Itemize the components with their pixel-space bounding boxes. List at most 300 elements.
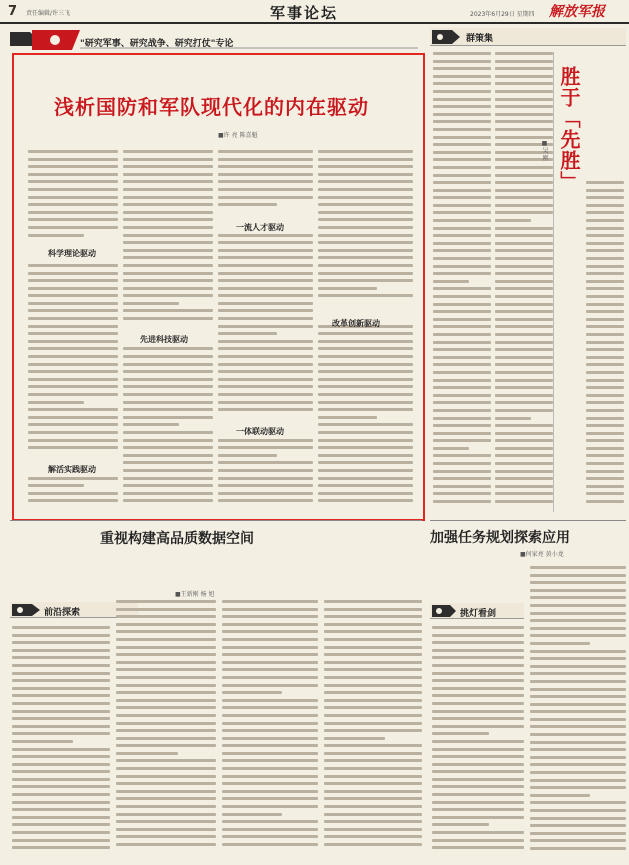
right-text-col-2 (495, 52, 553, 512)
text-line (495, 82, 553, 85)
text-line (123, 272, 213, 275)
text-line (433, 318, 491, 321)
text-line (495, 432, 553, 435)
text-line (123, 317, 213, 320)
text-line (123, 158, 213, 161)
text-line (433, 120, 491, 123)
text-line (324, 835, 422, 838)
text-line (433, 143, 491, 146)
text-line (222, 714, 318, 717)
text-line (218, 158, 313, 161)
text-line (495, 98, 553, 101)
text-line (433, 325, 491, 328)
text-line (123, 439, 213, 442)
text-line (433, 181, 491, 184)
text-line (222, 828, 318, 831)
text-line (12, 823, 110, 826)
text-line (318, 264, 413, 267)
text-line (433, 105, 491, 108)
text-line (28, 332, 118, 335)
text-line (324, 797, 422, 800)
text-line (324, 813, 422, 816)
text-line (432, 626, 524, 629)
text-line (324, 706, 422, 709)
text-line (586, 257, 624, 260)
text-line (495, 136, 553, 139)
text-line (495, 303, 553, 306)
text-line (12, 846, 110, 849)
text-line (218, 264, 313, 267)
text-line (123, 165, 213, 168)
text-line (586, 462, 624, 465)
text-line (218, 203, 277, 206)
text-line (324, 843, 422, 846)
text-line (324, 608, 422, 611)
text-line (324, 828, 422, 831)
text-line (218, 188, 313, 191)
text-line (324, 782, 422, 785)
text-line (586, 242, 624, 245)
text-line (318, 272, 413, 275)
text-line (433, 424, 491, 427)
text-line (12, 770, 110, 773)
text-line (433, 151, 491, 154)
main-text-col-1 (28, 150, 118, 512)
text-line (123, 287, 213, 290)
right-text-col-1 (433, 52, 491, 512)
text-line (433, 174, 491, 177)
text-line (530, 794, 590, 797)
text-line (586, 303, 624, 306)
text-line (218, 165, 313, 168)
text-line (12, 839, 110, 842)
subhead-6: 改革创新驱动 (332, 319, 380, 328)
text-line (28, 431, 118, 434)
text-line (123, 294, 213, 297)
text-line (116, 744, 216, 747)
text-line (218, 272, 313, 275)
text-line (28, 370, 118, 373)
text-line (433, 166, 491, 169)
text-line (222, 691, 282, 694)
text-line (433, 227, 491, 230)
editor-credit: 责任编辑/许三飞 (26, 10, 71, 17)
text-line (318, 408, 413, 411)
text-line (530, 672, 626, 675)
text-line (28, 484, 84, 487)
text-line (530, 688, 626, 691)
text-line (123, 378, 213, 381)
text-line (123, 393, 213, 396)
text-line (530, 809, 626, 812)
text-line (116, 623, 216, 626)
text-line (324, 805, 422, 808)
text-line (318, 226, 413, 229)
text-line (318, 165, 413, 168)
text-line (530, 786, 626, 789)
text-line (12, 748, 110, 751)
text-line (28, 499, 118, 502)
subhead-3: 先进科技驱动 (140, 335, 188, 344)
text-line (318, 363, 413, 366)
text-line (530, 817, 626, 820)
text-line (222, 608, 318, 611)
text-line (28, 355, 118, 358)
text-line (123, 180, 213, 183)
text-line (28, 317, 118, 320)
text-line (495, 249, 553, 252)
text-line (318, 370, 413, 373)
text-line (28, 226, 118, 229)
text-line (530, 566, 626, 569)
text-line (28, 150, 118, 153)
text-line (495, 318, 553, 321)
text-line (530, 779, 626, 782)
text-line (432, 808, 524, 811)
text-line (530, 832, 626, 835)
right-text-col-3 (586, 52, 624, 512)
text-line (433, 401, 491, 404)
text-line (530, 741, 626, 744)
text-line (495, 295, 553, 298)
text-line (433, 371, 491, 374)
text-line (28, 211, 118, 214)
text-line (218, 385, 313, 388)
text-line (218, 477, 313, 480)
text-line (495, 280, 553, 283)
text-line (432, 770, 524, 773)
text-line (433, 189, 491, 192)
text-line (116, 676, 216, 679)
text-line (586, 189, 624, 192)
text-line (28, 196, 118, 199)
main-text-col-2 (123, 150, 213, 512)
text-line (123, 256, 213, 259)
text-line (12, 755, 110, 758)
text-line (586, 371, 624, 374)
text-line (432, 823, 489, 826)
text-line (495, 181, 553, 184)
text-line (324, 737, 385, 740)
text-line (116, 661, 216, 664)
text-line (495, 60, 553, 63)
text-line (318, 484, 413, 487)
text-line (123, 477, 213, 480)
text-line (218, 302, 313, 305)
text-line (318, 173, 413, 176)
main-byline: ■许 亮 陈喜魁 (218, 132, 258, 139)
text-line (222, 653, 318, 656)
text-line (324, 722, 422, 725)
text-line (433, 211, 491, 214)
text-line (318, 492, 413, 495)
text-line (218, 484, 313, 487)
text-line (218, 173, 313, 176)
text-line (432, 732, 489, 735)
text-line (123, 423, 179, 426)
text-line (28, 446, 118, 449)
column-badge-icon (12, 604, 40, 616)
text-line (318, 340, 413, 343)
bottom-text-col-3 (222, 600, 318, 858)
right-byline-2: ■何家亮 黄小龙 (520, 551, 564, 558)
text-line (28, 287, 118, 290)
text-line (218, 401, 313, 404)
text-line (495, 462, 553, 465)
bottom-text-col-1 (12, 626, 110, 858)
text-line (123, 385, 213, 388)
header-rule (0, 22, 629, 24)
text-line (222, 775, 318, 778)
text-line (495, 287, 553, 290)
text-line (318, 416, 377, 419)
text-line (123, 401, 213, 404)
text-line (530, 695, 626, 698)
text-line (222, 630, 318, 633)
text-line (222, 661, 318, 664)
text-line (222, 722, 318, 725)
text-line (116, 714, 216, 717)
main-text-col-4 (318, 150, 413, 512)
text-line (218, 241, 313, 244)
text-line (432, 687, 524, 690)
text-line (432, 702, 524, 705)
text-line (123, 347, 213, 350)
text-line (218, 256, 313, 259)
text-line (324, 630, 422, 633)
text-line (12, 664, 110, 667)
text-line (530, 680, 626, 683)
text-line (495, 485, 553, 488)
text-line (495, 128, 553, 131)
text-line (433, 417, 491, 420)
text-line (12, 740, 73, 743)
text-line (12, 634, 110, 637)
text-line (433, 492, 491, 495)
bottom-right-column-title: 挑灯看剑 (460, 609, 497, 619)
text-line (433, 287, 491, 290)
text-line (318, 241, 413, 244)
text-line (116, 820, 216, 823)
text-line (586, 249, 624, 252)
text-line (530, 581, 626, 584)
text-line (530, 619, 626, 622)
text-line (586, 386, 624, 389)
text-line (530, 604, 626, 607)
text-line (495, 492, 553, 495)
text-line (530, 596, 626, 599)
text-line (222, 623, 318, 626)
text-line (495, 394, 553, 397)
text-line (218, 469, 313, 472)
text-line (28, 294, 118, 297)
text-line (586, 454, 624, 457)
text-line (222, 790, 318, 793)
text-line (530, 725, 626, 728)
text-line (432, 740, 524, 743)
text-line (433, 394, 491, 397)
text-line (495, 348, 553, 351)
text-line (318, 439, 413, 442)
text-line (222, 767, 318, 770)
text-line (222, 638, 318, 641)
text-line (12, 785, 110, 788)
right-section-rule (430, 520, 626, 521)
text-line (324, 752, 422, 755)
text-line (433, 280, 469, 283)
text-line (218, 196, 313, 199)
text-line (495, 439, 553, 442)
text-line (218, 439, 313, 442)
text-line (324, 767, 422, 770)
right-column-title: 群策集 (466, 34, 494, 44)
text-line (495, 310, 553, 313)
text-line (495, 189, 553, 192)
text-line (123, 218, 213, 221)
text-line (116, 775, 216, 778)
text-line (123, 302, 179, 305)
text-line (432, 778, 524, 781)
text-line (28, 272, 118, 275)
text-line (123, 416, 213, 419)
text-line (530, 718, 626, 721)
text-line (123, 226, 213, 229)
text-line (116, 615, 216, 618)
text-line (495, 204, 553, 207)
text-line (222, 600, 318, 603)
text-line (318, 287, 377, 290)
right-bottom-text-col-1 (432, 626, 524, 858)
text-line (530, 627, 626, 630)
text-line (218, 499, 313, 502)
text-line (116, 630, 216, 633)
text-line (433, 470, 491, 473)
text-line (586, 356, 624, 359)
text-line (116, 790, 216, 793)
text-line (586, 272, 624, 275)
text-line (116, 752, 178, 755)
text-line (318, 158, 413, 161)
text-line (433, 265, 491, 268)
text-line (318, 234, 413, 237)
text-line (116, 759, 216, 762)
text-line (28, 363, 118, 366)
text-line (222, 752, 318, 755)
text-line (433, 158, 491, 161)
text-line (324, 623, 422, 626)
text-line (123, 469, 213, 472)
right-byline: ■吴 刚 (541, 140, 548, 161)
text-line (218, 317, 313, 320)
text-line (218, 446, 313, 449)
text-line (324, 759, 422, 762)
text-line (433, 136, 491, 139)
text-line (12, 656, 110, 659)
text-line (318, 446, 413, 449)
text-line (123, 446, 213, 449)
page-number: 7 (8, 4, 18, 19)
text-line (432, 656, 524, 659)
text-line (432, 763, 524, 766)
text-line (495, 265, 553, 268)
text-line (123, 150, 213, 153)
text-line (12, 793, 110, 796)
text-line (218, 370, 313, 373)
text-line (28, 309, 118, 312)
column-badge-icon (432, 605, 456, 617)
text-line (218, 492, 313, 495)
text-line (318, 188, 413, 191)
text-line (123, 188, 213, 191)
text-line (495, 113, 553, 116)
text-line (432, 725, 524, 728)
text-line (324, 653, 422, 656)
text-line (495, 166, 553, 169)
text-line (318, 401, 413, 404)
text-line (433, 363, 491, 366)
text-line (28, 439, 118, 442)
text-line (586, 204, 624, 207)
text-line (586, 363, 624, 366)
text-line (218, 287, 313, 290)
text-line (28, 401, 84, 404)
text-line (586, 295, 624, 298)
text-line (218, 332, 277, 335)
text-line (433, 295, 491, 298)
text-line (318, 180, 413, 183)
text-line (433, 356, 491, 359)
text-line (116, 828, 216, 831)
text-line (586, 485, 624, 488)
bottom-text-col-2 (116, 600, 216, 858)
text-line (12, 641, 110, 644)
text-line (116, 737, 216, 740)
text-line (324, 775, 422, 778)
text-line (123, 363, 213, 366)
text-line (586, 280, 624, 283)
text-line (28, 378, 118, 381)
text-line (432, 717, 524, 720)
text-line (530, 801, 626, 804)
text-line (116, 646, 216, 649)
text-line (433, 348, 491, 351)
text-line (433, 477, 491, 480)
text-line (123, 203, 213, 206)
text-line (495, 363, 553, 366)
text-line (28, 218, 118, 221)
text-line (123, 309, 213, 312)
bottom-headline: 重视构建高品质数据空间 (100, 531, 254, 547)
text-line (495, 52, 553, 55)
text-line (222, 615, 318, 618)
text-line (530, 847, 626, 850)
text-line (530, 612, 626, 615)
text-line (586, 424, 624, 427)
text-line (123, 370, 213, 373)
text-line (218, 249, 313, 252)
text-line (324, 638, 422, 641)
text-line (222, 668, 318, 671)
text-line (116, 782, 216, 785)
text-line (12, 702, 110, 705)
text-line (123, 499, 213, 502)
issue-date: 2023年6月29日 星期四 (470, 11, 535, 18)
text-line (123, 355, 213, 358)
text-line (12, 801, 110, 804)
text-line (222, 797, 318, 800)
text-line (432, 634, 524, 637)
text-line (530, 650, 626, 653)
